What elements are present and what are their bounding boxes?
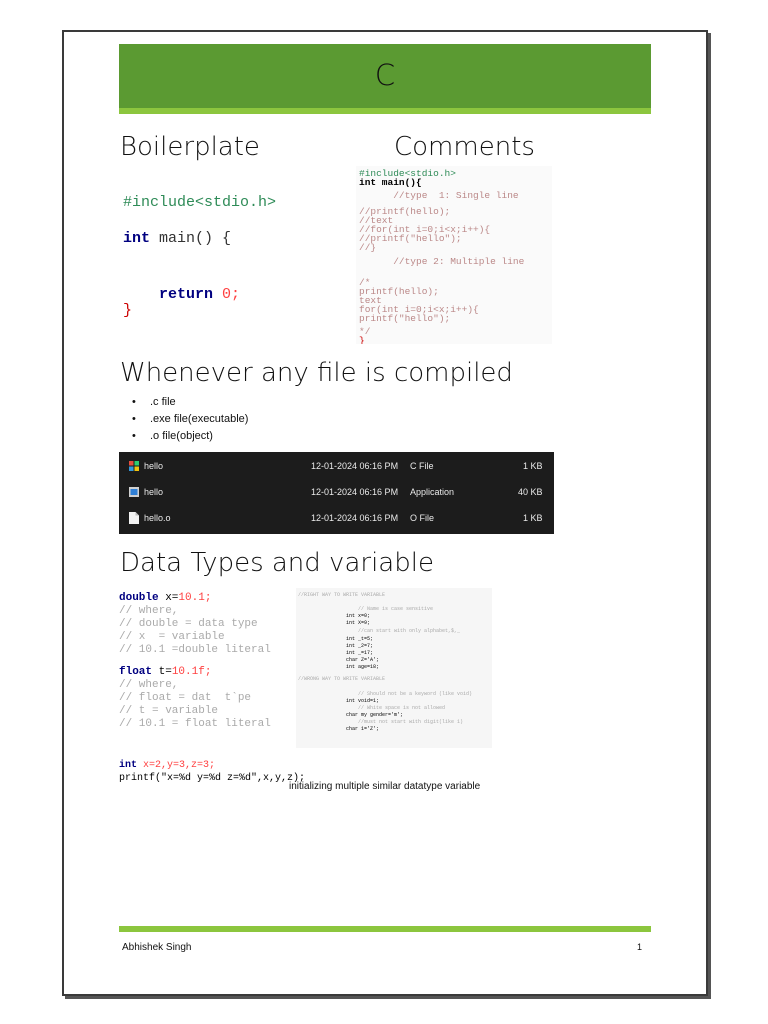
code-line: int x=0; xyxy=(346,613,371,619)
list-item xyxy=(136,413,248,425)
code-line: //type 1: Single line xyxy=(359,190,519,201)
code-comment: //WRONG WAY TO WRITE VARIABLE xyxy=(298,676,386,682)
code-text: t= xyxy=(152,666,172,678)
code-keyword: int xyxy=(123,230,151,247)
code-line: printf("x=%d y=%d z=%d",x,y,z); xyxy=(119,773,306,784)
heading-datatypes: Data Types and variable xyxy=(120,548,434,578)
code-keyword: double xyxy=(119,592,159,604)
title-banner xyxy=(119,44,651,114)
variable-rules-snippet xyxy=(296,588,492,748)
file-icon xyxy=(129,512,139,522)
file-name: hello xyxy=(144,487,164,497)
code-line: text xyxy=(359,295,382,306)
code-line: char 1='Z'; xyxy=(346,726,380,732)
code-line: int _2=7; xyxy=(346,643,374,649)
code-text: main() { xyxy=(150,230,232,247)
code-line: //for(int i=0;i<x;i++){ xyxy=(359,224,491,235)
code-comment: // where, xyxy=(119,605,179,617)
file-type: O File xyxy=(410,513,435,523)
code-number: 0; xyxy=(213,286,241,303)
code-line xyxy=(119,592,211,604)
file-name: hello xyxy=(144,461,164,471)
file-type: C File xyxy=(410,461,434,471)
code-line: #include<stdio.h> xyxy=(359,168,456,179)
code-keyword: float xyxy=(119,666,153,678)
code-include: #include<stdio.h> xyxy=(123,194,277,211)
code-keyword: int xyxy=(119,760,138,771)
file-row[interactable] xyxy=(119,454,554,478)
code-comment: // t = variable xyxy=(119,705,219,717)
file-name: hello.o xyxy=(144,513,171,523)
list-item-label: .o file(object) xyxy=(150,430,213,442)
list-item-label: .exe file(executable) xyxy=(150,413,249,425)
file-row[interactable] xyxy=(119,480,554,504)
page-number: 1 xyxy=(637,942,643,952)
footer-rule xyxy=(119,926,651,932)
code-comment: // x = variable xyxy=(119,631,225,643)
file-size: 1 KB xyxy=(523,513,543,523)
file-row[interactable] xyxy=(119,506,554,530)
code-comment: // White space is not allowed xyxy=(358,705,446,711)
code-line: /* xyxy=(359,277,371,288)
page-title: C xyxy=(374,58,396,92)
code-comment: // float = dat t`pe xyxy=(119,692,252,704)
comments-code-snippet xyxy=(356,166,552,344)
code-line: //printf(hello); xyxy=(359,206,451,217)
code-line: int _t=5; xyxy=(346,636,374,642)
code-line: printf("hello"); xyxy=(359,313,451,324)
document-page xyxy=(62,30,708,996)
boilerplate-code-snippet xyxy=(119,184,349,342)
code-line xyxy=(119,666,211,678)
code-keyword: return xyxy=(159,286,214,303)
code-text: x=2,y=3,z=3; xyxy=(137,760,216,771)
code-line: //} xyxy=(359,242,377,253)
list-item-label: .c file xyxy=(150,396,176,408)
multi-variable-code xyxy=(119,760,306,790)
code-main xyxy=(123,230,231,247)
heading-comments: Comments xyxy=(394,132,535,162)
heading-boilerplate: Boilerplate xyxy=(120,132,260,162)
code-close: } xyxy=(123,302,133,319)
code-comment: // Name is case sensitive xyxy=(358,606,434,612)
code-line: int age=18; xyxy=(346,664,380,670)
code-line: //printf("hello"); xyxy=(359,233,462,244)
code-line: */ xyxy=(359,326,371,337)
code-comment: // 10.1 = float literal xyxy=(119,718,271,730)
multi-variable-note: initializing multiple similar datatype variable xyxy=(289,781,481,792)
code-line: int X=9; xyxy=(346,620,371,626)
code-comment: // where, xyxy=(119,679,179,691)
datatype-code-snippet xyxy=(119,592,289,732)
code-comment: //can start with only alphabet,$,_ xyxy=(358,628,461,634)
code-line: //type 2: Multiple line xyxy=(359,256,525,267)
code-line: char my gender='m'; xyxy=(346,712,404,718)
code-comment: // 10.1 =double literal xyxy=(119,644,271,656)
file-date: 12-01-2024 06:16 PM xyxy=(311,461,399,471)
file-explorer-list xyxy=(119,452,554,534)
code-line: char Z='A'; xyxy=(346,657,380,663)
heading-compiled: Whenever any file is compiled xyxy=(120,358,513,388)
code-line: } xyxy=(359,335,365,344)
footer-author: Abhishek Singh xyxy=(122,942,192,953)
code-comment: //RIGHT WAY TO WRITE VARIABLE xyxy=(298,592,386,598)
code-comment: // double = data type xyxy=(119,618,258,630)
code-line: int void=1; xyxy=(346,698,380,704)
code-line: int _=17; xyxy=(346,650,374,656)
c-file-icon xyxy=(129,461,139,471)
file-date: 12-01-2024 06:16 PM xyxy=(311,513,399,523)
file-size: 40 KB xyxy=(518,487,543,497)
code-line: int main(){ xyxy=(359,177,422,188)
code-text: x= xyxy=(158,592,179,604)
code-line: //text xyxy=(359,215,394,226)
file-size: 1 KB xyxy=(523,461,543,471)
code-line xyxy=(119,760,215,771)
code-number: 10.1; xyxy=(178,592,212,604)
code-comment: //must not start with digit(like 1) xyxy=(358,719,464,725)
file-date: 12-01-2024 06:16 PM xyxy=(311,487,399,497)
list-item xyxy=(136,396,176,408)
code-comment: // Should not be a keyword (like void) xyxy=(358,691,473,697)
code-number: 10.1f; xyxy=(171,666,212,678)
code-return xyxy=(159,286,240,303)
code-line: for(int i=0;i<x;i++){ xyxy=(359,304,479,315)
application-icon xyxy=(129,487,139,497)
code-line: printf(hello); xyxy=(359,286,439,297)
file-type: Application xyxy=(410,487,455,497)
list-item xyxy=(136,430,213,442)
compiled-file-list xyxy=(122,394,542,452)
